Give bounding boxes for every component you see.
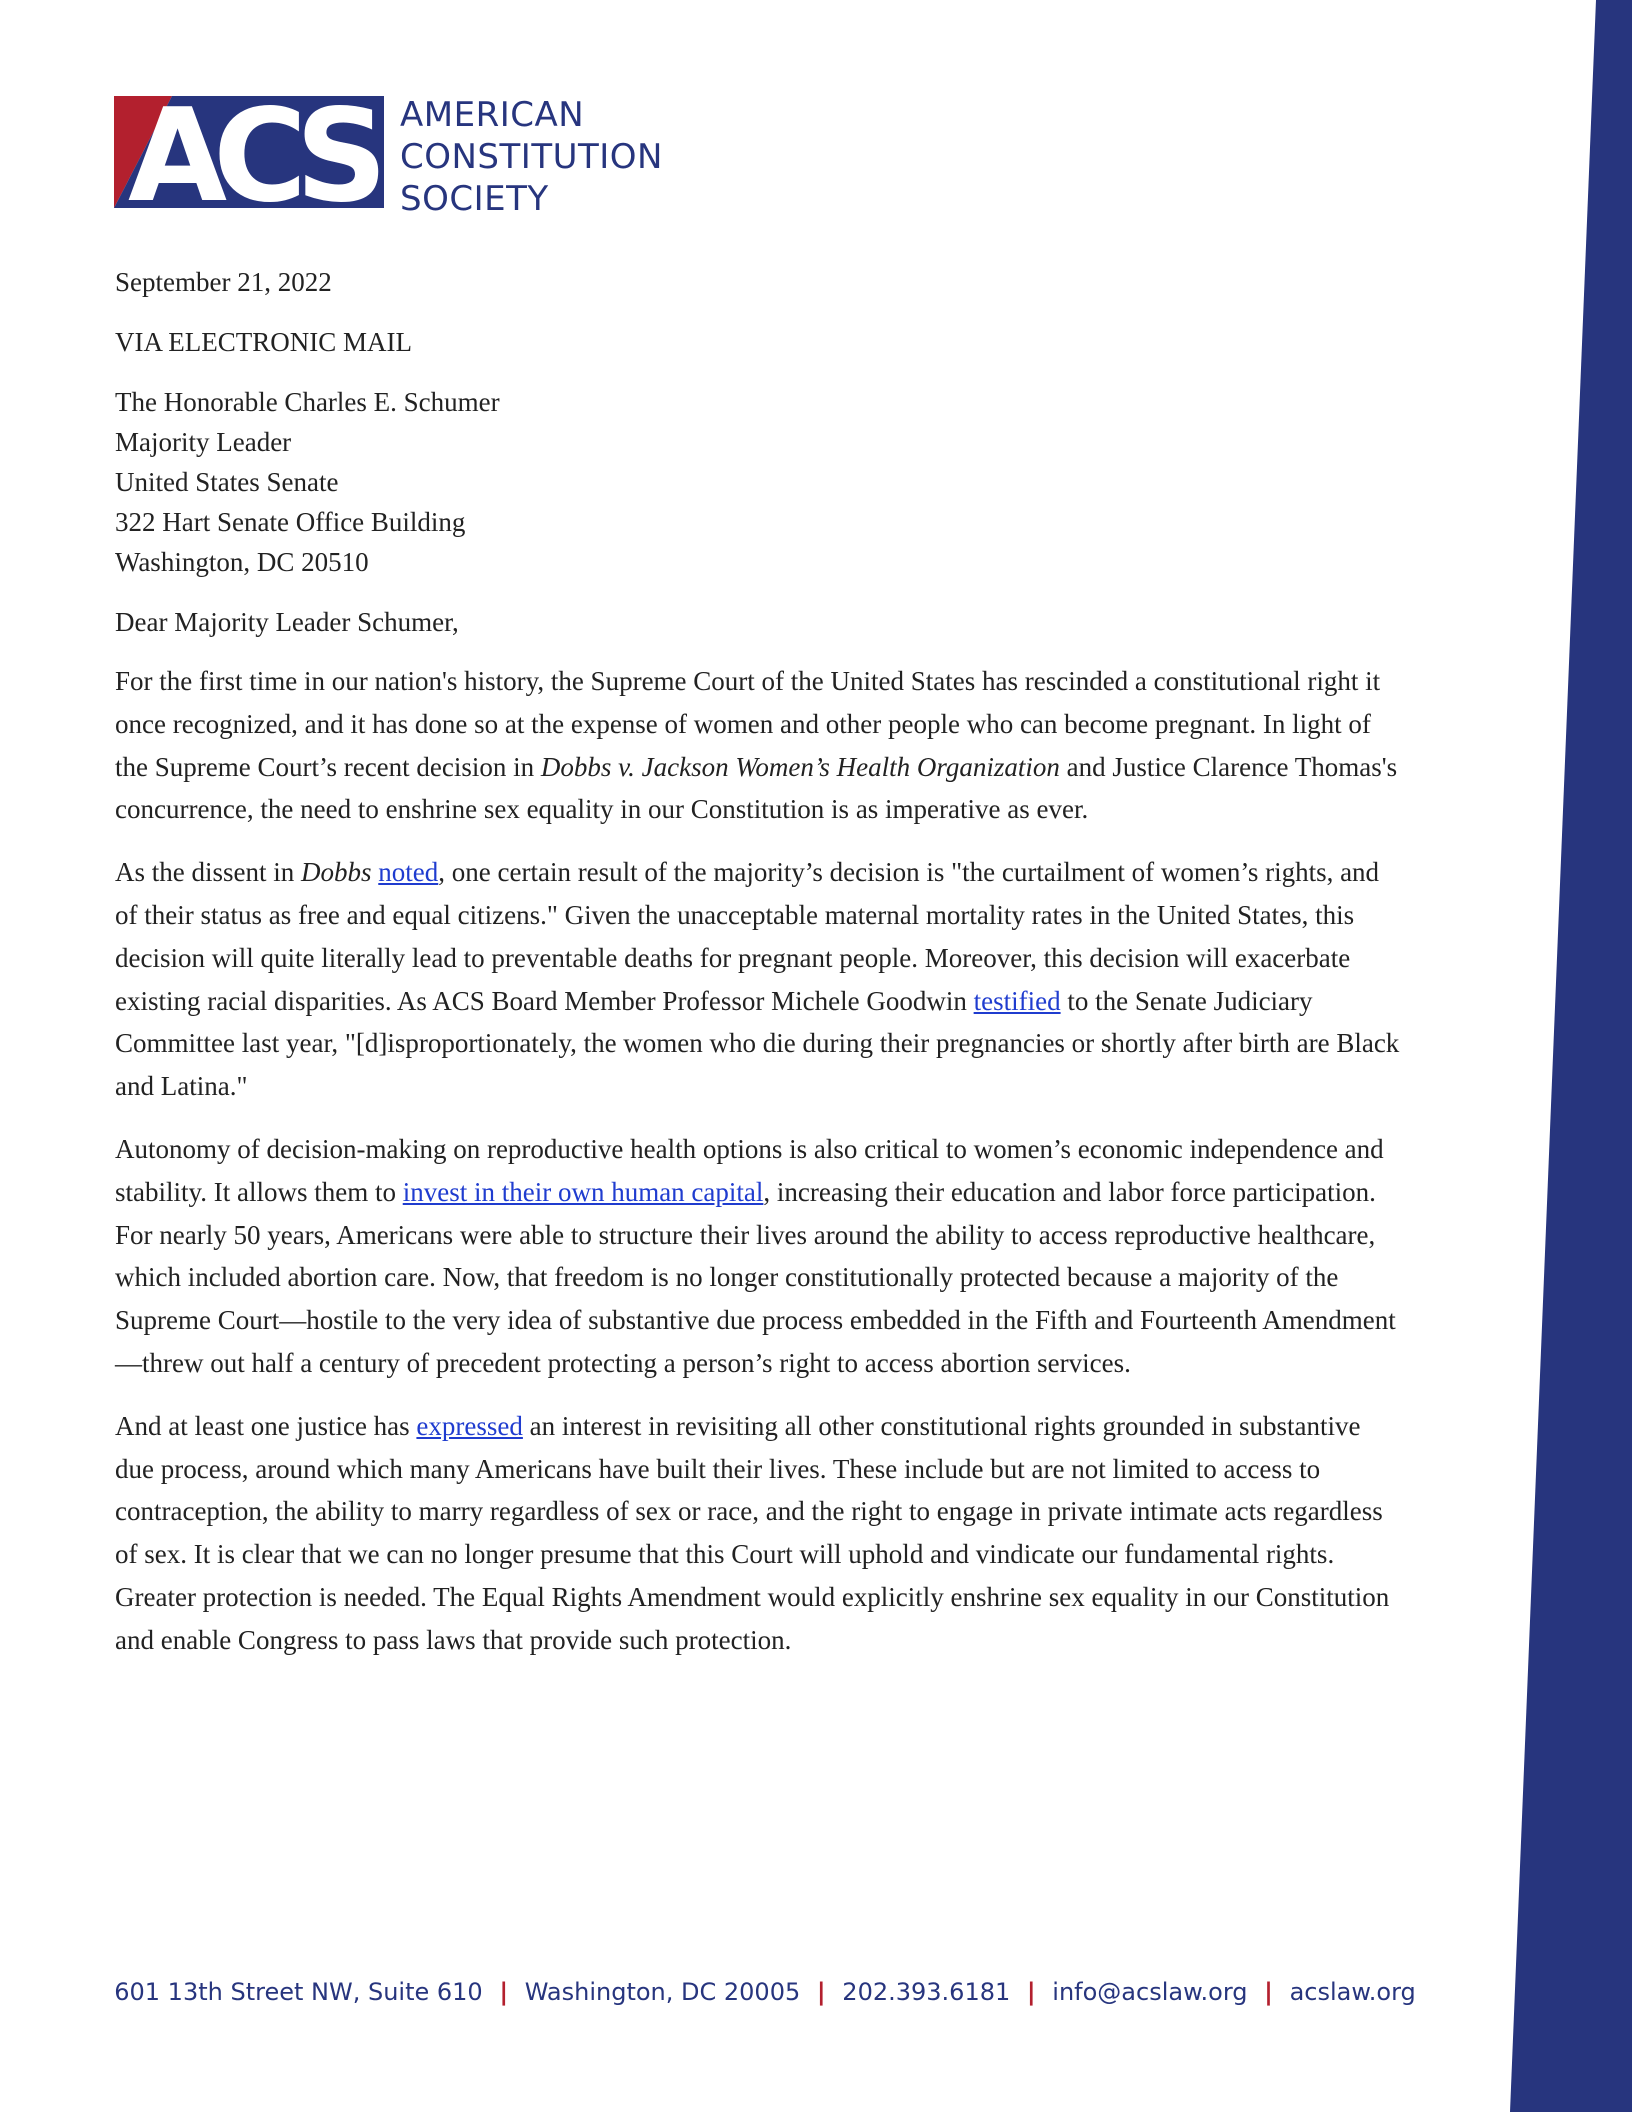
footer-separator: | <box>499 1978 509 2006</box>
text-run: an interest in revisiting all other constitutional rights grounded in substantive due process, around which many Americans have built their lives. These include but are not limited to access to contraception, the ability to marry regardless of sex or race, and the right to engage in private intimate acts regardless of sex. It is clear that we can no longer presume that this Court will uphold and vindicate our fundamental rights. Greater protection is needed. The Equal Rights Amendment would explicitly enshrine sex equality in our Constitution and enable Congress to pass laws that provide such protection. <box>115 1410 1390 1655</box>
footer-phone: 202.393.6181 <box>842 1978 1011 2006</box>
footer-email: info@acslaw.org <box>1052 1978 1248 2006</box>
org-name-line-3: SOCIETY <box>400 179 549 219</box>
org-name-line-2: CONSTITUTION <box>400 137 663 177</box>
human-capital-link[interactable]: invest in their own human capital <box>402 1176 764 1207</box>
footer-contact <box>0 1978 1530 2006</box>
text-run: , one certain result of the majority’s decision is "the curtailment of women’s rights, and of their status as free and equal citizens." Given the unacceptable maternal mortality rates in the United States, this decision will quite literally lead to preventable deaths for pregnant people. Moreover, this decision will exacerbate existing racial disparities. As ACS Board Member Professor Michele Goodwin <box>115 857 1380 1016</box>
letter-body <box>115 262 1405 1682</box>
paragraph-4 <box>115 1405 1405 1662</box>
paragraph-2 <box>115 851 1405 1108</box>
expressed-link[interactable]: expressed <box>416 1410 523 1441</box>
navy-band <box>1510 0 1632 2112</box>
footer-separator: | <box>1026 1978 1036 2006</box>
noted-link[interactable]: noted <box>378 857 439 888</box>
address-line: Majority Leader <box>115 427 292 457</box>
footer-city: Washington, DC 20005 <box>524 1978 801 2006</box>
footer-separator: | <box>816 1978 826 2006</box>
text-run: Autonomy of decision-making on reproductive health options is also critical to women’s economic independence and stability. It allows them to <box>115 1133 1384 1207</box>
text-run: to the Senate Judiciary Committee last year, "[d]isproportionately, the women who die during their pregnancies or shortly after birth are Black and Latina." <box>115 985 1400 1102</box>
case-name: Dobbs <box>301 857 372 888</box>
org-name-line-1: AMERICAN <box>400 95 585 135</box>
footer-address: 601 13th Street NW, Suite 610 <box>114 1978 483 2006</box>
salutation: Dear Majority Leader Schumer, <box>115 607 459 637</box>
recipient-address <box>115 382 1405 582</box>
acs-logo <box>114 94 694 219</box>
logo-letters: ACS <box>128 96 374 208</box>
address-line: The Honorable Charles E. Schumer <box>115 387 500 417</box>
acs-logo-mark <box>114 96 384 208</box>
delivery-method: VIA ELECTRONIC MAIL <box>115 327 412 357</box>
org-name <box>400 94 663 220</box>
text-run: As the dissent in <box>115 857 301 888</box>
text-run: And at least one justice has <box>115 1410 417 1441</box>
letter-date: September 21, 2022 <box>115 267 332 297</box>
text-run: , increasing their education and labor force participation. For nearly 50 years, Americans were able to structure their lives around the ability to access reproductive healthcare, which included abortion care. Now, that freedom is no longer constitutionally protected because a majority of the Supreme Court—hostile to the very idea of substantive due process embedded in the Fifth and Fourteenth Amendment—threw out half a century of precedent protecting a person’s right to access abortion services. <box>115 1176 1396 1378</box>
text-run: and Justice Clarence Thomas's concurrence, the need to enshrine sex equality in our Constitution is as imperative as ever. <box>115 751 1398 825</box>
case-name: Dobbs v. Jackson Women’s Health Organization <box>540 751 1060 782</box>
paragraph-3 <box>115 1128 1405 1385</box>
address-line: Washington, DC 20510 <box>115 547 369 577</box>
address-line: United States Senate <box>115 467 339 497</box>
paragraph-1 <box>115 660 1405 831</box>
address-line: 322 Hart Senate Office Building <box>115 507 466 537</box>
footer-separator: | <box>1264 1978 1273 2006</box>
footer-website: acslaw.org <box>1289 1978 1416 2006</box>
testified-link[interactable]: testified <box>973 985 1061 1016</box>
text-run: For the first time in our nation's history, the Supreme Court of the United States has rescinded a constitutional right it once recognized, and it has done so at the expense of women and other people who can become pregnant. In light of the Supreme Court’s recent decision in <box>115 666 1381 782</box>
